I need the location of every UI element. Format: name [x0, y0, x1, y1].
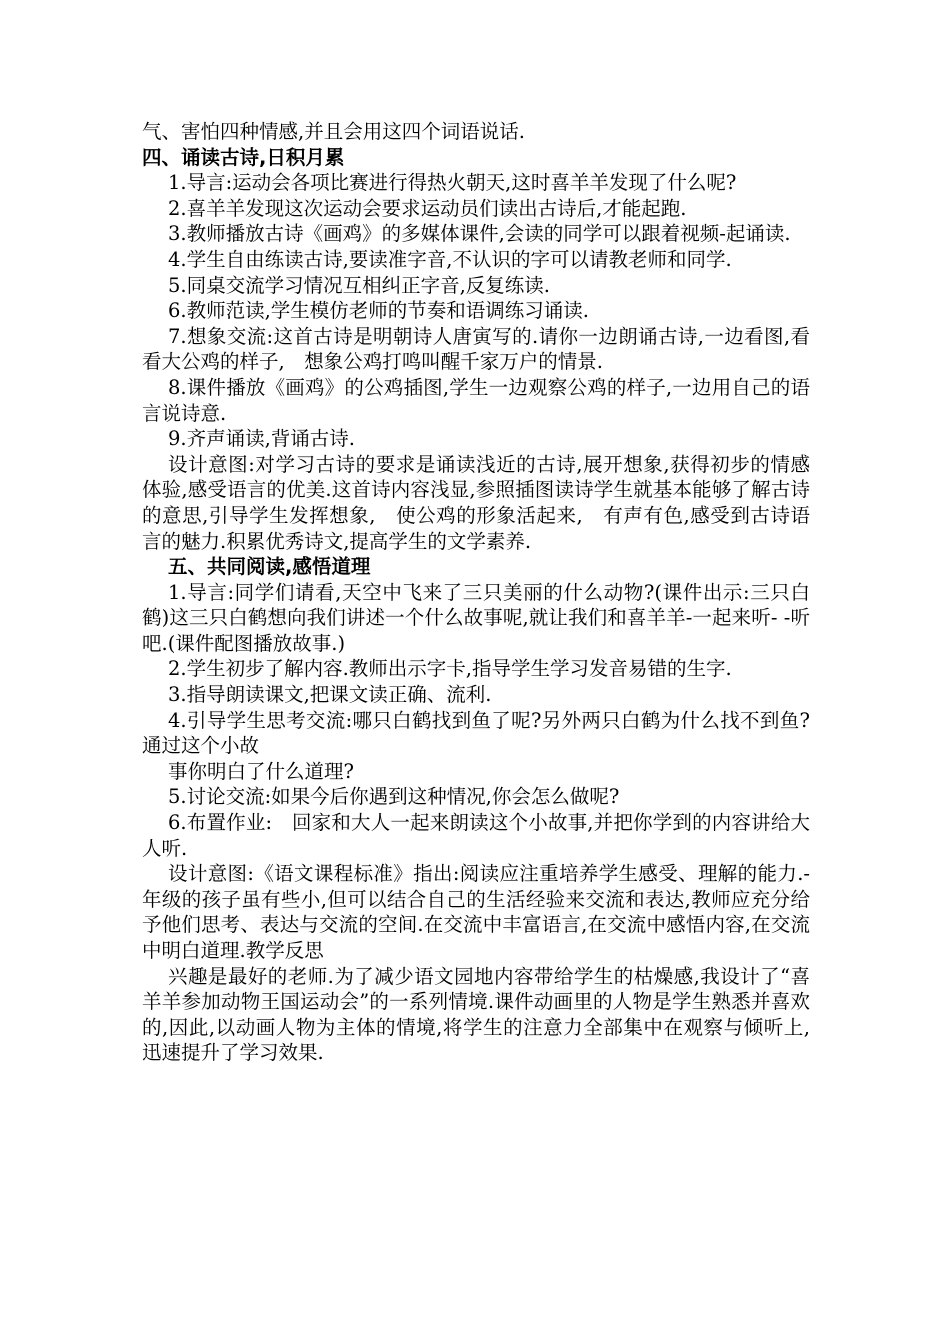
paragraph: 2.喜羊羊发现这次运动会要求运动员们读出古诗后,才能起跑.: [168, 196, 687, 220]
paragraph: 1.导言:同学们请看,天空中飞来了三只美丽的什么动物?(课件出示:三只白鹤)这三只白鹤想向我们讲述一个什么故事呢,就让我们和喜羊羊-一起来听- -听吧.(课件配图播放故事.): [142, 580, 810, 655]
paragraph: 3.指导朗读课文,把课文读正确、流利.: [168, 683, 492, 707]
paragraph: 2.学生初步了解内容.教师出示字卡,指导学生学习发音易错的生字.: [168, 657, 732, 681]
paragraph: 9.齐声诵读,背诵古诗.: [168, 427, 356, 451]
section-heading: 四、诵读古诗,日积月累: [142, 145, 345, 169]
paragraph: 3.教师播放古诗《画鸡》的多媒体课件,会读的同学可以跟着视频-起诵读.: [168, 222, 791, 246]
paragraph: 设计意图:《语文课程标准》指出:阅读应注重培养学生感受、理解的能力.-年级的孩子虽有些小,但可以结合自己的生活经验来交流和表达,教师应充分给予他们思考、表达与交流的空间.在交流中丰富语言,在交流中感悟内容,在交流中明白道理.教学反思: [142, 862, 810, 962]
paragraph: 1.导言:运动会各项比赛进行得热火朝天,这时喜羊羊发现了什么呢?: [168, 171, 737, 195]
paragraph: 5.同桌交流学习情况互相纠正字音,反复练读.: [168, 273, 551, 297]
paragraph: 4.学生自由练读古诗,要读准字音,不认识的字可以请教老师和同学.: [168, 247, 732, 271]
paragraph: 气、害怕四种情感,并且会用这四个词语说话.: [142, 120, 525, 143]
paragraph: 设计意图:对学习古诗的要求是诵读浅近的古诗,展开想象,获得初步的情感体验,感受语言的优美.这首诗内容浅显,参照插图读诗学生就基本能够了解古诗的意思,引导学生发挥想象, 使公鸡的形象活起来, 有声有色,感受到古诗语言的魅力.积累优秀诗文,提高学生的文学素养.: [142, 452, 810, 553]
document-body: [142, 119, 810, 1066]
section-heading: 五、共同阅读,感悟道理: [168, 555, 371, 579]
paragraph: 兴趣是最好的老师.为了减少语文园地内容带给学生的枯燥感,我设计了“喜羊羊参加动物王国运动会”的一系列情境.课件动画里的人物是学生熟悉并喜欢的,因此,以动画人物为主体的情境,将学生的注意力全部集中在观察与倾听上,迅速提升了学习效果.: [142, 964, 810, 1065]
paragraph: 4.引导学生思考交流:哪只白鹤找到鱼了呢?另外两只白鹤为什么找不到鱼?通过这个小故: [142, 708, 810, 758]
paragraph: 7.想象交流:这首古诗是明朝诗人唐寅写的.请你一边朗诵古诗,一边看图,看看大公鸡的样子, 想象公鸡打鸣叫醒千家万户的情景.: [142, 324, 810, 374]
paragraph: 6.布置作业: 回家和大人一起来朗读这个小故事,并把你学到的内容讲给大人听.: [142, 811, 810, 860]
paragraph: 6.教师范读,学生模仿老师的节奏和语调练习诵读.: [168, 299, 590, 323]
paragraph: 5.讨论交流:如果今后你遇到这种情况,你会怎么做呢?: [168, 785, 620, 809]
paragraph: 事你明白了什么道理?: [168, 759, 354, 783]
paragraph: 8.课件播放《画鸡》的公鸡插图,学生一边观察公鸡的样子,一边用自己的语言说诗意.: [142, 375, 810, 425]
